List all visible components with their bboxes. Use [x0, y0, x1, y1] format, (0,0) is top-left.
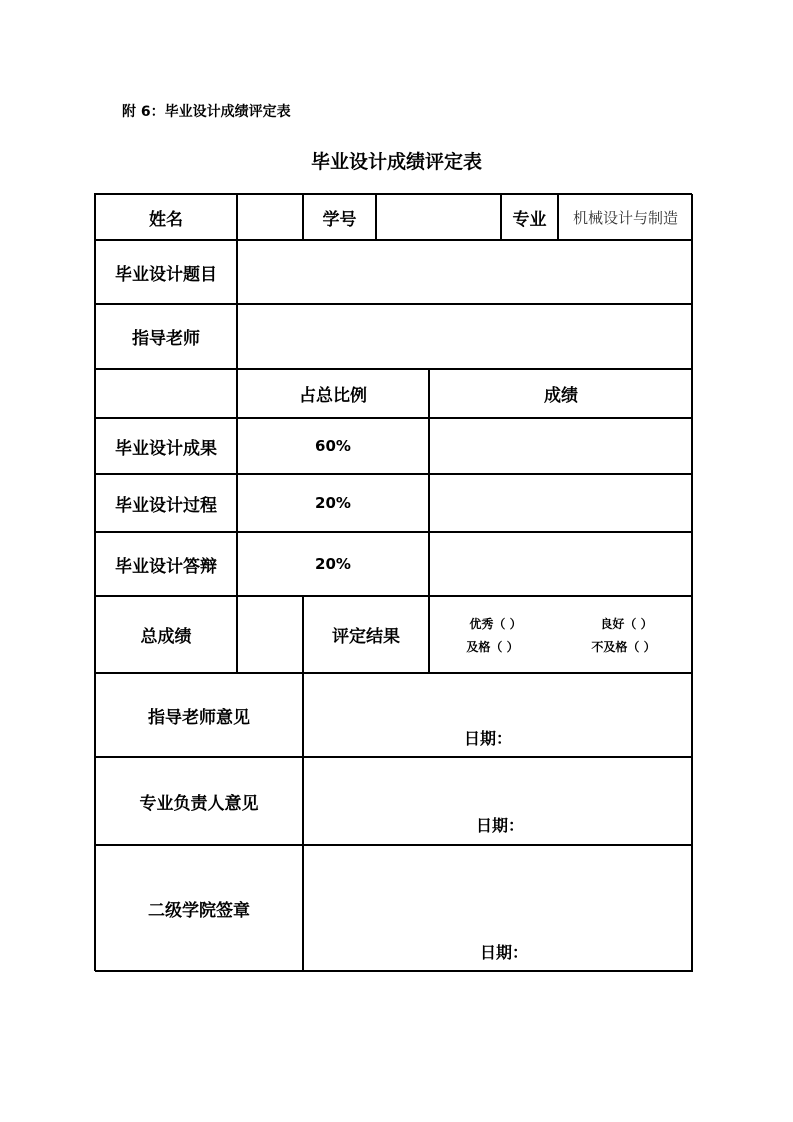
student-id-field[interactable]: [376, 194, 501, 240]
advisor-opinion-label: 指导老师意见: [95, 673, 303, 757]
total-score-label: 总成绩: [95, 596, 237, 673]
date-label: 日期：: [476, 816, 525, 835]
component-score-field[interactable]: [429, 474, 693, 532]
component-ratio: 20%: [237, 532, 429, 596]
option-good[interactable]: 良好（ ）: [600, 616, 653, 631]
name-label: 姓名: [95, 194, 237, 240]
component-label: 毕业设计成果: [95, 418, 237, 474]
major-label: 专业: [501, 194, 558, 240]
major-head-opinion-label: 专业负责人意见: [95, 757, 303, 845]
result-label: 评定结果: [303, 596, 429, 673]
major-field[interactable]: 机械设计与制造: [558, 194, 693, 240]
option-excellent[interactable]: 优秀（ ）: [469, 616, 522, 631]
component-label: 毕业设计过程: [95, 474, 237, 532]
option-pass[interactable]: 及格（ ）: [466, 639, 519, 654]
total-score-field[interactable]: [237, 596, 303, 673]
topic-field[interactable]: [237, 240, 693, 304]
evaluation-form-table: [94, 193, 692, 971]
advisor-label: 指导老师: [95, 304, 237, 369]
component-ratio: 60%: [237, 418, 429, 474]
component-score-field[interactable]: [429, 532, 693, 596]
college-seal-field[interactable]: [303, 845, 693, 972]
attachment-label: 附 6：毕业设计成绩评定表: [122, 104, 291, 120]
student-id-label: 学号: [303, 194, 376, 240]
ratio-header: 占总比例: [237, 369, 429, 418]
topic-label: 毕业设计题目: [95, 240, 237, 304]
result-options: [429, 596, 693, 673]
advisor-field[interactable]: [237, 304, 693, 369]
form-title: 毕业设计成绩评定表: [310, 151, 482, 173]
college-seal-label: 二级学院签章: [95, 845, 303, 972]
major-head-opinion-field[interactable]: [303, 757, 693, 845]
score-header-blank: [95, 369, 237, 418]
advisor-opinion-field[interactable]: [303, 673, 693, 757]
component-score-field[interactable]: [429, 418, 693, 474]
date-label: 日期：: [464, 729, 513, 748]
date-label: 日期：: [480, 943, 529, 962]
component-label: 毕业设计答辩: [95, 532, 237, 596]
score-header: 成绩: [429, 369, 693, 418]
component-ratio: 20%: [237, 474, 429, 532]
option-fail[interactable]: 不及格（ ）: [591, 639, 656, 654]
name-field[interactable]: [237, 194, 303, 240]
